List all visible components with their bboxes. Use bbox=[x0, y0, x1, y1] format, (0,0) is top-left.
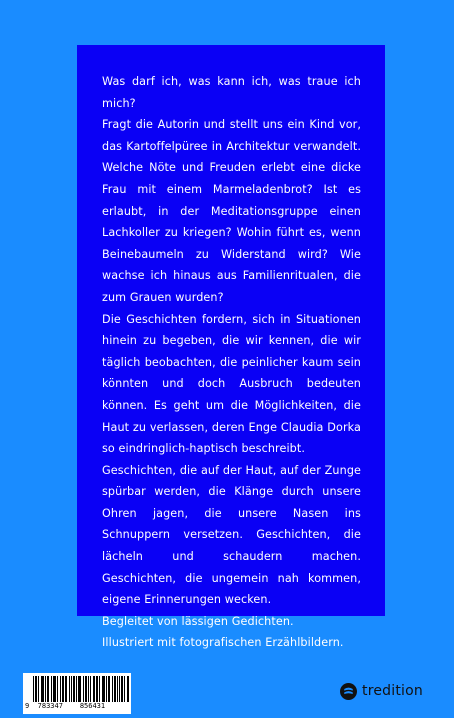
barcode-group-one: 783347 bbox=[37, 702, 63, 710]
barcode-bar bbox=[33, 676, 34, 702]
barcode-bar bbox=[54, 676, 55, 702]
barcode-bar bbox=[35, 676, 36, 702]
barcode-bar bbox=[53, 676, 54, 702]
barcode-bar bbox=[109, 676, 110, 702]
barcode-bar bbox=[66, 676, 67, 702]
barcode-bar bbox=[94, 676, 95, 702]
barcode-bar bbox=[63, 676, 64, 702]
blurb-paragraph-intro: Fragt die Autorin und stellt uns ein Kind vor, das Kartoffelpüree in Architektur verwandelt. Welche Nöte und Freuden erlebt eine dicke Frau mit einem Marmeladenbrot? Ist es erlaubt, in der Meditationsgruppe einen Lachkoller zu kriegen? Wohin führt es, wenn Beinebaumeln zu Widerstand wird? Wie wachse ich hinaus aus Familienritualen, die zum Grauen wurden? bbox=[102, 118, 361, 304]
barcode-bar bbox=[115, 676, 116, 702]
barcode-bar bbox=[102, 676, 103, 702]
barcode-bar bbox=[45, 676, 46, 702]
barcode-bar bbox=[93, 676, 94, 702]
barcode-bar bbox=[122, 676, 123, 702]
barcode-bar bbox=[128, 676, 129, 702]
barcode-bar bbox=[48, 676, 49, 702]
barcode-bar bbox=[88, 676, 89, 702]
barcode-bar bbox=[108, 676, 109, 702]
barcode-bar bbox=[103, 676, 104, 702]
blurb-paragraph-senses: Geschichten, die auf der Haut, auf der Zunge spürbar werden, die Klänge durch unsere Ohren jagen, die unsere Nasen ins Schnuppern versetzen. Geschichten, die lächeln und schaudern machen. Geschichten, die ungemein nah kommen, eigene Erinnerungen wecken. bbox=[102, 463, 361, 607]
barcode-bar bbox=[90, 676, 91, 702]
barcode-bar bbox=[97, 676, 98, 702]
barcode-digits bbox=[25, 702, 129, 711]
barcode-bar bbox=[127, 676, 128, 702]
barcode-bar bbox=[119, 676, 120, 702]
barcode-bar bbox=[43, 676, 44, 702]
barcode-bar bbox=[55, 676, 56, 702]
blurb-paragraph-stories: Die Geschichten fordern, sich in Situationen hinein zu begeben, die wir kennen, die wir täglich beobachten, die peinlicher kaum sein könnten und doch Ausbruch bedeuten können. Es geht um die Möglichkeiten, die Haut zu verlassen, deren Enge Claudia Dorka so eindringlich-haptisch beschreibt. bbox=[102, 312, 361, 456]
barcode-bar bbox=[79, 676, 80, 702]
barcode-group-two: 856431 bbox=[79, 702, 106, 710]
publisher-brand bbox=[340, 681, 423, 701]
barcode-bar bbox=[60, 676, 61, 702]
barcode-bar bbox=[104, 676, 105, 702]
barcode-lead-digit: 9 bbox=[25, 702, 30, 710]
barcode-bar bbox=[121, 676, 122, 702]
barcode-bar bbox=[86, 676, 87, 702]
barcode-bars bbox=[33, 676, 129, 702]
barcode-bar bbox=[74, 676, 75, 702]
barcode-bar bbox=[65, 676, 66, 702]
barcode-bar bbox=[96, 676, 97, 702]
barcode-bar bbox=[76, 676, 77, 702]
barcode-bar bbox=[41, 676, 42, 702]
barcode-bar bbox=[71, 676, 72, 702]
barcode-bar bbox=[78, 676, 79, 702]
barcode-bar bbox=[117, 676, 118, 702]
barcode-bar bbox=[57, 676, 58, 702]
barcode-bar bbox=[106, 676, 107, 702]
barcode-bar bbox=[47, 676, 48, 702]
barcode-bar bbox=[112, 676, 113, 702]
blurb-illustrations-note: Illustriert mit fotografischen Erzählbildern. bbox=[102, 636, 344, 650]
barcode-bar bbox=[51, 676, 52, 702]
isbn-barcode bbox=[23, 673, 131, 714]
barcode-bar bbox=[69, 676, 70, 702]
barcode-bar bbox=[114, 676, 115, 702]
publisher-name: tredition bbox=[362, 683, 423, 699]
barcode-bar bbox=[73, 676, 74, 702]
blurb-poems-note: Begleitet von lässigen Gedichten. bbox=[102, 614, 294, 628]
barcode-bar bbox=[85, 676, 86, 702]
barcode-bar bbox=[80, 676, 81, 702]
blurb-question: Was darf ich, was kann ich, was traue ich mich? bbox=[102, 75, 361, 110]
barcode-bar bbox=[36, 676, 37, 702]
tredition-logo-icon bbox=[340, 683, 357, 700]
barcode-bar bbox=[83, 676, 84, 702]
blurb-box bbox=[77, 45, 385, 650]
barcode-bar bbox=[42, 676, 43, 702]
barcode-bar bbox=[38, 676, 39, 702]
barcode-bar bbox=[62, 676, 63, 702]
barcode-bar bbox=[124, 676, 125, 702]
barcode-bar bbox=[99, 676, 100, 702]
